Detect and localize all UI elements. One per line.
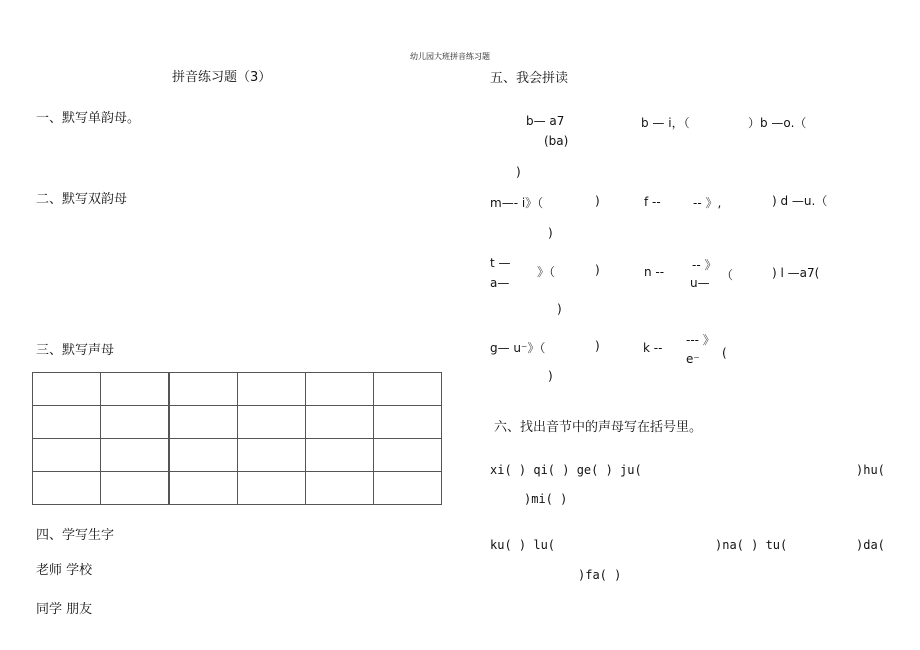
- pinyin-r1-close: ): [516, 165, 521, 179]
- syllable-line-2d: )fa( ): [578, 568, 622, 582]
- pinyin-r3-close: ): [557, 302, 562, 316]
- grid-cell: [238, 373, 306, 406]
- pinyin-r2-a-close: ): [595, 194, 600, 208]
- grid-cell: [101, 406, 170, 439]
- syllable-line-2b: )na( ) tu(: [715, 538, 788, 552]
- syllable-line-2c: )da(: [856, 538, 885, 552]
- section-5-heading: 五、我会拼读: [490, 71, 569, 86]
- grid-row: [33, 439, 442, 472]
- grid-cell: [101, 373, 170, 406]
- grid-row: [33, 472, 442, 505]
- grid-cell: [374, 373, 442, 406]
- grid-cell: [238, 439, 306, 472]
- grid-row: [33, 373, 442, 406]
- page-title: 拼音练习题（3）: [172, 70, 272, 85]
- pinyin-r4-b-top: --- 》: [686, 333, 715, 347]
- pinyin-r4-a: g— u⁻》（: [490, 341, 546, 355]
- pinyin-r3-a-top: t —: [490, 256, 511, 270]
- pinyin-r4-b-bottom: e⁻: [686, 352, 700, 366]
- pinyin-r3-a3: ): [595, 263, 600, 277]
- pinyin-r2-c: ) d —u.（: [772, 194, 828, 208]
- grid-cell: [374, 406, 442, 439]
- writing-grid: [32, 372, 442, 505]
- words-line-1: 老师 学校: [36, 563, 93, 578]
- syllable-line-1b: )hu(: [856, 463, 885, 477]
- pinyin-r4-close: ): [548, 369, 553, 383]
- grid-cell: [169, 472, 238, 505]
- pinyin-r1-a-answer: (ba): [544, 134, 569, 148]
- syllable-line-1c: )mi( ): [524, 492, 568, 506]
- grid-cell: [101, 439, 170, 472]
- section-6-heading: 六、找出音节中的声母写在括号里。: [494, 420, 703, 435]
- grid-cell: [306, 439, 374, 472]
- pinyin-r3-a-bottom: a—: [490, 276, 510, 290]
- pinyin-r2-close: ): [548, 226, 553, 240]
- grid-cell: [238, 406, 306, 439]
- grid-cell: [33, 472, 101, 505]
- grid-cell: [169, 406, 238, 439]
- grid-cell: [33, 439, 101, 472]
- pinyin-r3-b: n --: [644, 265, 665, 279]
- grid-cell: [33, 406, 101, 439]
- section-2-heading: 二、默写双韵母: [36, 192, 128, 207]
- section-3-heading: 三、默写声母: [36, 343, 115, 358]
- pinyin-r2-b2: -- 》,: [693, 196, 722, 210]
- pinyin-r3-b2: （: [721, 268, 734, 282]
- pinyin-r1-c: ）b —o.（: [748, 116, 807, 130]
- pinyin-r4-b2: (: [722, 346, 727, 360]
- grid-cell: [169, 439, 238, 472]
- pinyin-r3-c: ) l —a7(: [772, 266, 820, 280]
- grid-cell: [374, 439, 442, 472]
- section-1-heading: 一、默写单韵母。: [36, 111, 141, 126]
- pinyin-r1-a: b— a7: [526, 114, 565, 128]
- pinyin-r1-b: b — i，（: [641, 116, 690, 130]
- pinyin-r3-a2: 》（: [537, 265, 556, 279]
- grid-cell: [306, 373, 374, 406]
- pinyin-r3-b-bottom: u—: [690, 276, 710, 290]
- syllable-line-1a: xi( ) qi( ) ge( ) ju(: [490, 463, 642, 477]
- grid-row: [33, 406, 442, 439]
- grid-cell: [101, 472, 170, 505]
- pinyin-r2-b: f --: [644, 195, 661, 209]
- grid-cell: [169, 373, 238, 406]
- grid-cell: [306, 472, 374, 505]
- pinyin-r4-a-close: ): [595, 339, 600, 353]
- section-4-heading: 四、学写生字: [36, 528, 115, 543]
- syllable-line-2a: ku( ) lu(: [490, 538, 556, 552]
- words-line-2: 同学 朋友: [36, 602, 93, 617]
- pinyin-r3-b-top: -- 》: [692, 258, 717, 272]
- pinyin-r4-b: k --: [643, 341, 663, 355]
- grid-cell: [238, 472, 306, 505]
- grid-cell: [306, 406, 374, 439]
- pinyin-r2-a: m—- i》（: [490, 196, 544, 210]
- grid-cell: [33, 373, 101, 406]
- grid-cell: [374, 472, 442, 505]
- page-header: 幼儿园大班拼音练习题: [410, 52, 490, 61]
